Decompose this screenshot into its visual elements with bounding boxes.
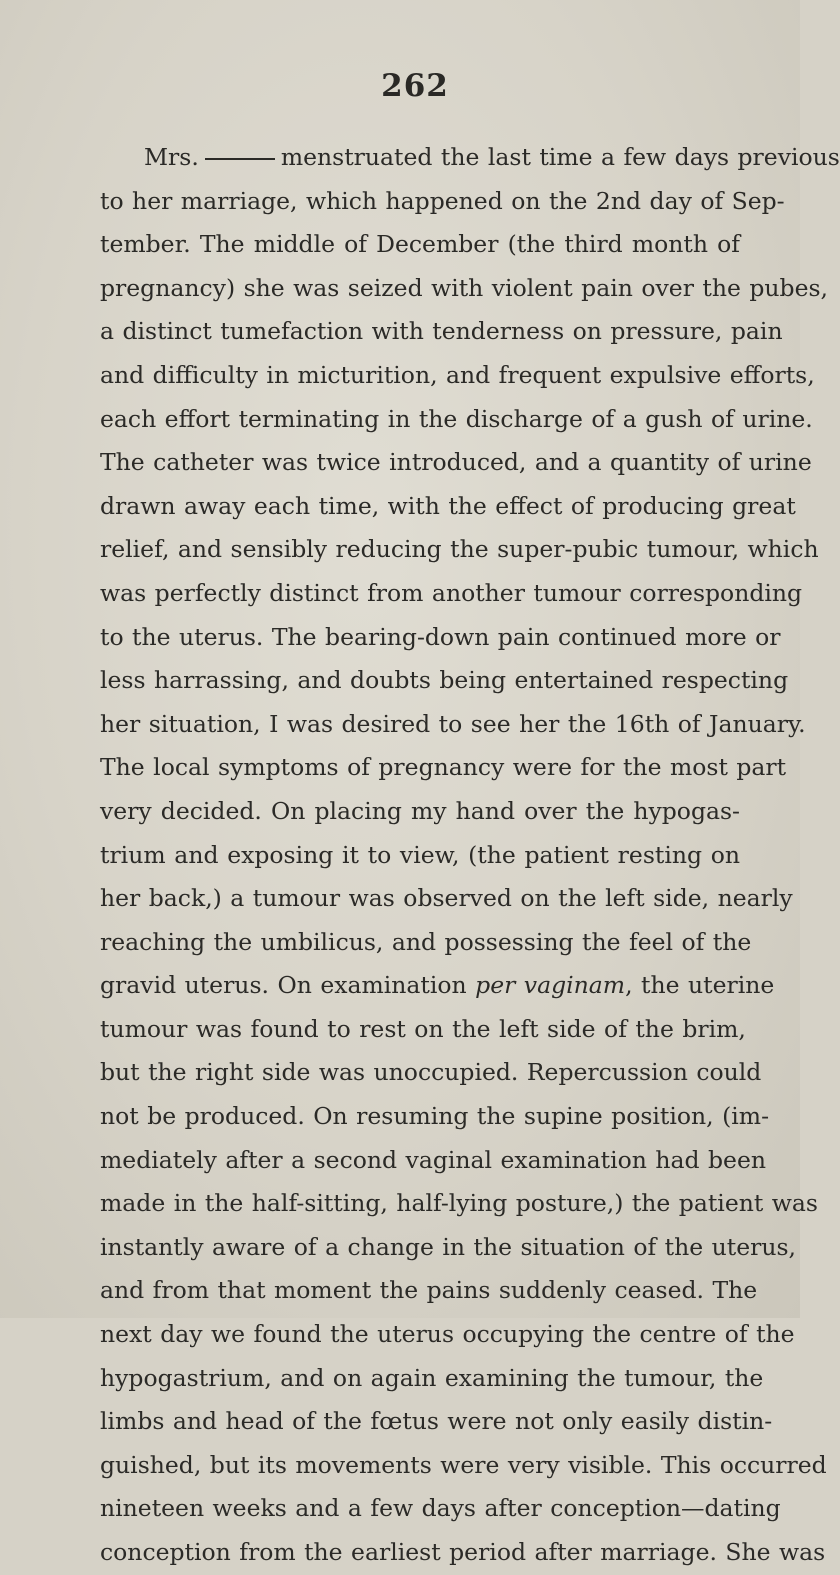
text-line [100,136,840,180]
text-line: The catheter was twice introduced, and a quantity of urine [100,448,812,477]
text-line: her back,) a tumour was observed on the left side, nearly [100,884,793,913]
text-line: guished, but its movements were very visible. This occurred [100,1450,827,1479]
text-span: Mrs. [144,143,199,171]
text-line: made in the half-sitting, half-lying posture,) the patient was [100,1189,818,1218]
text-line: limbs and head of the fœtus were not only easily distin- [100,1407,773,1436]
text-line: hypogastrium, and on again examining the tumour, the [100,1363,764,1392]
text-line: drawn away each time, with the effect of producing great [100,491,796,520]
text-line: to her marriage, which happened on the 2nd day of Sep- [100,186,785,215]
text-line: instantly aware of a change in the situation of the uterus, [100,1232,797,1261]
text-line: less harrassing, and doubts being entertained respecting [100,666,789,695]
text-span: , the uterine [625,971,775,1000]
text-line: The local symptoms of pregnancy were for the most part [100,753,787,782]
italic-phrase: per vaginam [475,971,626,1000]
text-line: conception from the earliest period after marriage. She was [100,1538,826,1566]
text-line: a distinct tumefaction with tenderness on pressure, pain [100,317,783,346]
text-line [100,964,775,1008]
text-line: very decided. On placing my hand over the hypogas- [100,796,740,825]
page-number: 262 [381,68,449,104]
text-line: next day we found the uterus occupying the centre of the [100,1320,795,1349]
text-line: pregnancy) she was seized with violent pain over the pubes, [100,273,829,302]
text-span: gravid uterus. On examination [100,971,476,1000]
name-dash [205,158,275,160]
text-line: to the uterus. The bearing-down pain continued more or [100,622,781,651]
text-line: and from that moment the pains suddenly ceased. The [100,1276,758,1305]
text-line: but the right side was unoccupied. Repercussion could [100,1058,762,1087]
text-line: her situation, I was desired to see her the 16th of January. [100,709,806,738]
text-line: tember. The middle of December (the third month of [100,230,740,259]
text-line: nineteen weeks and a few days after conception—dating [100,1494,781,1523]
text-line: and difficulty in micturition, and frequent expulsive efforts, [100,360,815,389]
text-line: reaching the umbilicus, and possessing the feel of the [100,927,752,956]
text-line: each effort terminating in the discharge of a gush of urine. [100,404,813,433]
body-text [100,136,840,1575]
text-line: tumour was found to rest on the left side of the brim, [100,1014,746,1043]
text-line: not be produced. On resuming the supine position, (im- [100,1102,770,1131]
text-line: mediately after a second vaginal examination had been [100,1145,766,1174]
text-span: menstruated the last time a few days previous [280,143,840,171]
text-line: was perfectly distinct from another tumour corresponding [100,578,803,607]
text-line: relief, and sensibly reducing the super-pubic tumour, which [100,535,819,564]
text-line: trium and exposing it to view, (the patient resting on [100,840,740,869]
